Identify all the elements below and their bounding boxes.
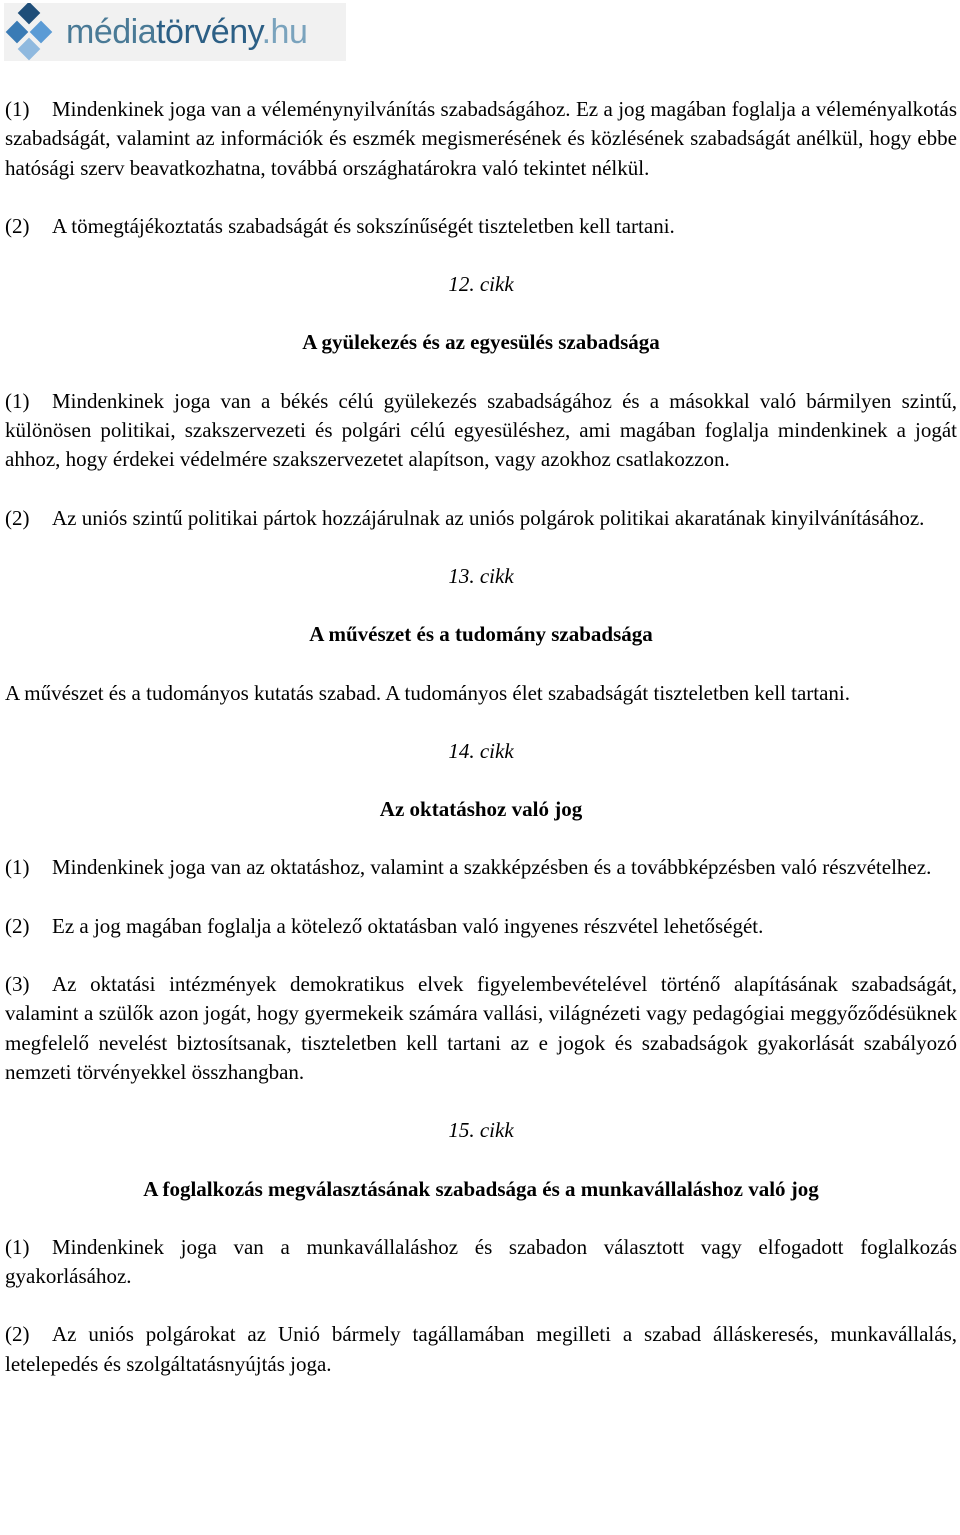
paragraph-text: Mindenkinek joga van a véleménynyilvánítás szabadságához. Ez a jog magában foglalja a véleményalkotás szabadságát, valamint az információk és eszmék megismerésének és közlésének szabadságát anélkül, hogy ebbe hatósági szerv beavatkozhatna, továbbá országhatárokra való tekintet nélkül. bbox=[5, 97, 957, 180]
paragraph-text: Az uniós polgárokat az Unió bármely tagállamában megilleti a szabad álláskeresés, munkavállalás, letelepedés és szolgáltatásnyújtás joga. bbox=[5, 1322, 957, 1376]
logo-diamond-4 bbox=[18, 38, 41, 61]
paragraph-text: Ez a jog magában foglalja a kötelező oktatásban való ingyenes részvétel lehetőségét. bbox=[52, 913, 764, 938]
paragraph bbox=[5, 679, 957, 708]
logo-text-torveny: törvény bbox=[156, 12, 262, 51]
logo-diamond-1 bbox=[18, 3, 41, 24]
article-number: 14. cikk bbox=[448, 738, 514, 763]
paragraph bbox=[5, 95, 957, 183]
paragraph-number: (1) bbox=[5, 855, 30, 880]
paragraph-number: (1) bbox=[5, 97, 30, 121]
article-heading: Az oktatáshoz való jog bbox=[379, 797, 583, 822]
paragraph-number: (1) bbox=[5, 1234, 30, 1259]
paragraph bbox=[5, 212, 957, 241]
paragraph bbox=[5, 912, 957, 941]
paragraph bbox=[5, 504, 957, 533]
article-number: 12. cikk bbox=[448, 272, 514, 297]
paragraph-number: (2) bbox=[5, 1322, 30, 1347]
logo-text-media: média bbox=[66, 12, 157, 51]
paragraph-text: A tömegtájékoztatás szabadságát és sokszínűségét tiszteletben kell tartani. bbox=[52, 213, 675, 238]
logo-text-hu: .hu bbox=[261, 12, 308, 51]
paragraph-text: Mindenkinek joga van a munkavállaláshoz és szabadon választott vagy elfogadott foglalkozás gyakorlásához. bbox=[5, 1234, 957, 1289]
paragraph bbox=[5, 1320, 957, 1379]
paragraph bbox=[5, 1233, 957, 1292]
paragraph-text: A művészet és a tudományos kutatás szabad. A tudományos élet szabadságát tiszteletben kell tartani. bbox=[5, 680, 851, 705]
paragraph-text: Az uniós szintű politikai pártok hozzájárulnak az uniós polgárok politikai akaratának kinyilvánításához. bbox=[52, 505, 925, 530]
paragraph-number: (2) bbox=[5, 913, 30, 938]
article-number: 15. cikk bbox=[448, 1118, 514, 1143]
paragraph bbox=[5, 853, 957, 882]
paragraph-number: (2) bbox=[5, 505, 30, 530]
article-number: 13. cikk bbox=[448, 563, 514, 588]
paragraph-number: (3) bbox=[5, 972, 30, 997]
paragraph-text: Mindenkinek joga van az oktatáshoz, valamint a szakképzésben és a továbbképzésben való részvételhez. bbox=[52, 855, 932, 880]
logo-diamond-2 bbox=[6, 21, 29, 44]
paragraph bbox=[5, 387, 957, 475]
site-logo[interactable] bbox=[4, 3, 346, 61]
paragraph-number: (2) bbox=[5, 213, 30, 238]
paragraph-text: Mindenkinek joga van a békés célú gyülekezés szabadságához és a másokkal való bármilyen szintű, különösen politikai, szakszervezeti és polgári célú egyesüléshez, ami magában foglalja mindenkinek a jogát ahhoz, hogy érdekei védelmére szakszervezetet alapítson, vagy azokhoz csatlakozzon. bbox=[5, 388, 957, 472]
paragraph bbox=[5, 970, 957, 1087]
paragraph-text: Az oktatási intézmények demokratikus elvek figyelembevételével történő alapításának szabadságát, valamint a szülők azon jogát, hogy gyermekeik számára vallási, világnézeti vagy pedagógiai meggyőződésüknek megfelelő nevelést biztosítsanak, tiszteletben kell tartani az e jogok és szabadságok gyakorlását szabályozó nemzeti törvényekkel összhangban. bbox=[5, 972, 957, 1084]
article-heading: A gyülekezés és az egyesülés szabadsága bbox=[302, 330, 660, 355]
document-body bbox=[5, 95, 957, 1408]
article-heading: A művészet és a tudomány szabadsága bbox=[309, 622, 653, 647]
logo-diamond-3 bbox=[30, 21, 53, 44]
logo-wordmark bbox=[66, 13, 307, 52]
paragraph-number: (1) bbox=[5, 388, 30, 413]
article-heading: A foglalkozás megválasztásának szabadsága és a munkavállaláshoz való jog bbox=[143, 1176, 819, 1201]
logo-diamonds-icon bbox=[4, 3, 62, 61]
